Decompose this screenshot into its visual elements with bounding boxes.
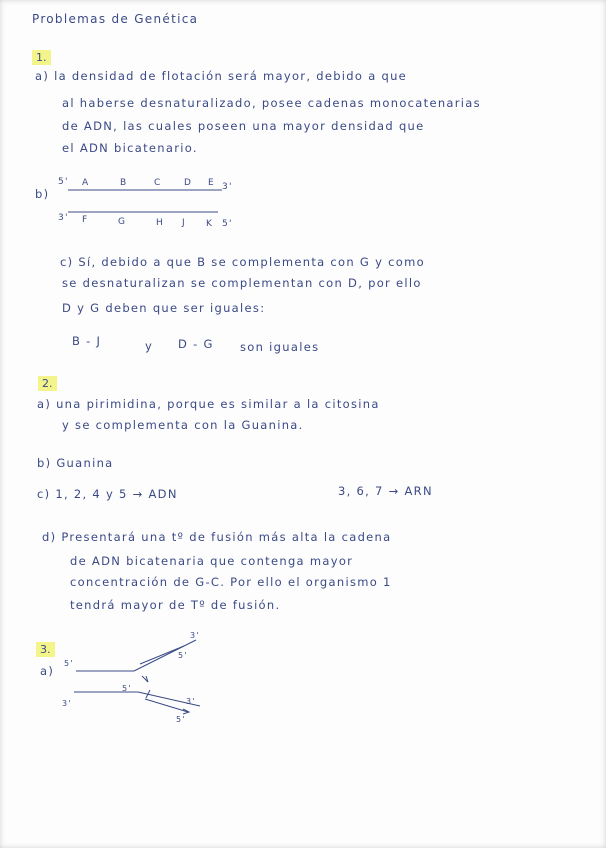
problem-1-number: 1. <box>32 50 51 65</box>
p1-c-line-1: c) Sí, debido a que B se complementa con G y como <box>60 255 425 269</box>
p1-a-line-2: al haberse desnaturalizado, posee cadenas monocatenarias <box>62 96 481 110</box>
new-strand-upper <box>140 646 184 664</box>
arrow-small <box>142 676 148 682</box>
p2-a-line-1: a) una pirimidina, porque es similar a la citosina <box>37 397 380 411</box>
p2-c-dna: c) 1, 2, 4 y 5 → ADN <box>37 487 178 501</box>
problem-2-number: 2. <box>38 376 57 391</box>
p1-a-line-3: de ADN, las cuales poseen una mayor densidad que <box>62 119 425 133</box>
top-strand-3prime: 3' <box>222 182 233 192</box>
top-strand-5prime: 5' <box>58 177 69 187</box>
p1-c-pair-2: D - G <box>178 337 214 351</box>
p1-c-pair-1: B - J <box>72 334 102 348</box>
fork-label-5prime: 5' <box>122 684 132 693</box>
p3-a-label: a) <box>40 664 55 678</box>
fork-label-5prime: 5' <box>64 659 74 668</box>
bottom-strand-letter: F <box>82 215 89 225</box>
top-strand-letter: B <box>120 178 128 188</box>
p1-b-label: b) <box>35 187 50 201</box>
p2-d-line-4: tendrá mayor de Tº de fusión. <box>70 598 281 612</box>
top-strand-letter: E <box>208 178 215 188</box>
p2-b-answer: b) Guanina <box>37 456 114 470</box>
p1-a-line-4: el ADN bicatenario. <box>62 141 198 155</box>
p2-c-rna: 3, 6, 7 → ARN <box>338 484 433 498</box>
bottom-strand-letter: K <box>206 219 214 229</box>
fork-label-3prime: 3' <box>186 697 196 706</box>
p1-c-line-3: D y G deben que ser iguales: <box>62 301 266 315</box>
p1-c-line-2: se desnaturalizan se complementan con D, por ello <box>62 276 422 290</box>
fork-label-5prime: 5' <box>178 651 188 660</box>
problem-3-number: 3. <box>36 642 55 657</box>
p1-a-line-1: a) la densidad de flotación será mayor, debido a que <box>35 69 408 83</box>
p1-c-and: y <box>145 339 154 353</box>
leading-template-upper <box>134 640 196 671</box>
fork-label-3prime: 3' <box>62 699 72 708</box>
bottom-strand-letter: G <box>118 217 127 227</box>
p2-d-line-3: concentración de G-C. Por ello el organismo 1 <box>70 575 392 589</box>
bottom-strand-letter: H <box>156 218 165 228</box>
top-strand-letter: D <box>184 178 193 188</box>
bottom-strand-5prime: 5' <box>222 219 233 229</box>
bottom-strand-letter: J <box>182 218 186 228</box>
p2-d-line-2: de ADN bicatenaria que contenga mayor <box>70 554 354 568</box>
replication-fork <box>74 640 200 714</box>
top-strand-letter: C <box>154 178 162 188</box>
p1-c-conclusion: son iguales <box>240 340 320 354</box>
fork-label-3prime: 3' <box>190 631 200 640</box>
page-title: Problemas de Genética <box>32 12 199 26</box>
fork-label-5prime: 5' <box>176 715 186 724</box>
p2-d-line-1: d) Presentará una tº de fusión más alta la cadena <box>42 530 392 544</box>
new-strand-lower <box>145 699 188 712</box>
p2-a-line-2: y se complementa con la Guanina. <box>62 418 304 432</box>
bottom-strand-3prime: 3' <box>58 213 69 223</box>
top-strand-letter: A <box>82 178 90 188</box>
lagging-template-lower <box>138 692 200 706</box>
